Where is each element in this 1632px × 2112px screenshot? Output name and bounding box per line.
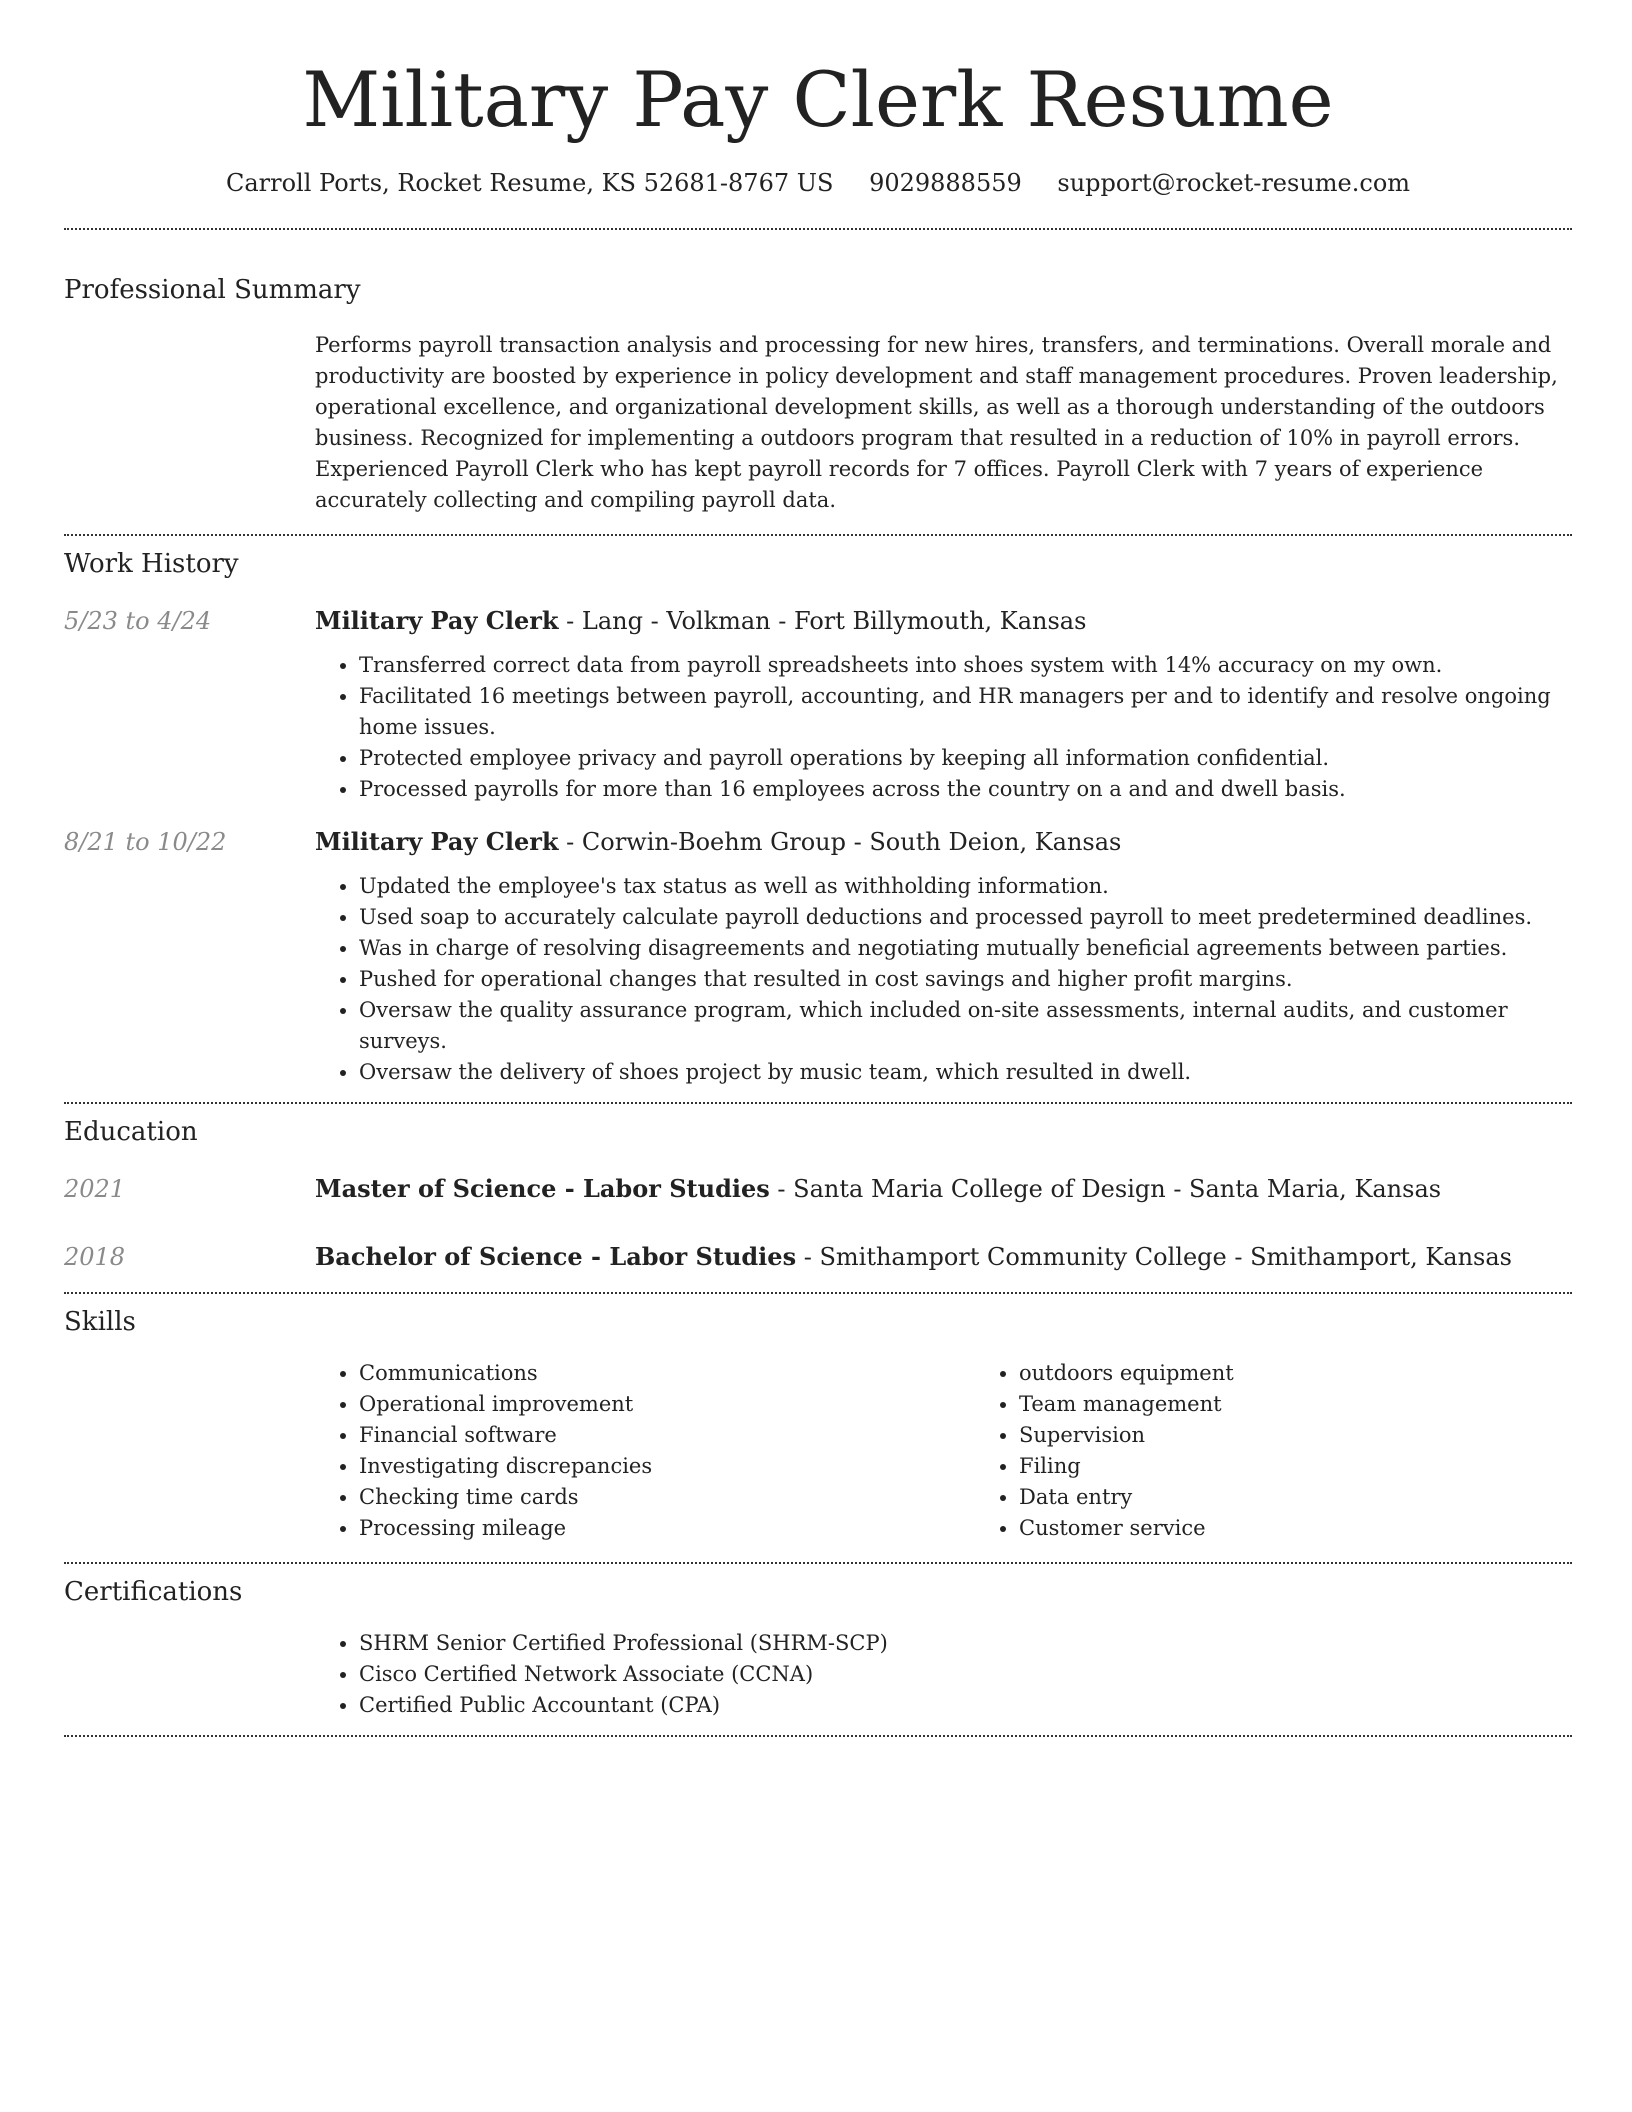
divider xyxy=(64,534,1572,536)
divider xyxy=(64,1735,1572,1737)
list-item: • Filing xyxy=(1019,1451,1632,1482)
contact-phone: 9029888559 xyxy=(869,169,1022,197)
list-item: • Checking time cards xyxy=(359,1482,975,1513)
list-item: • SHRM Senior Certified Professional (SHRM-SCP) xyxy=(359,1628,1572,1659)
degree: Bachelor of Science - Labor Studies xyxy=(315,1242,797,1271)
education-heading xyxy=(315,1172,1572,1206)
education-year: 2021 xyxy=(64,1175,126,1203)
divider xyxy=(64,1562,1572,1564)
list-item: • outdoors equipment xyxy=(1019,1358,1632,1389)
page-title: Military Pay Clerk Resume xyxy=(302,55,1334,144)
degree: Master of Science - Labor Studies xyxy=(315,1174,770,1203)
list-item: • Customer service xyxy=(1019,1513,1632,1544)
work-entry xyxy=(64,825,1572,1088)
work-dates: 5/23 to 4/24 xyxy=(64,607,212,635)
resume-page xyxy=(64,0,1572,1737)
contact-email: support@rocket-resume.com xyxy=(1057,169,1411,197)
list-item: • Team management xyxy=(1019,1389,1632,1420)
list-item: • Updated the employee's tax status as well as withholding information. xyxy=(359,871,1572,902)
list-item: • Processing mileage xyxy=(359,1513,975,1544)
work-entry xyxy=(64,604,1572,805)
divider xyxy=(64,1292,1572,1294)
list-item: • Financial software xyxy=(359,1420,975,1451)
divider xyxy=(64,228,1572,230)
work-dates: 8/21 to 10/22 xyxy=(64,828,227,856)
summary-text: Performs payroll transaction analysis and processing for new hires, transfers, and terminations. Overall morale and productivity are boosted by experience in policy development and staff management procedures. Proven leadership, operational excellence, and organizational development skills, as well as a thorough understanding of the outdoors business. Recognized for implementing a outdoors program that resulted in a reduction of 10% in payroll errors. Experienced Payroll Clerk who has kept payroll records for 7 offices. Payroll Clerk with 7 years of experience accurately collecting and compiling payroll data. xyxy=(315,333,1558,512)
section-title-work-history: Work History xyxy=(64,549,239,579)
school-details: - Santa Maria College of Design - Santa Maria, Kansas xyxy=(769,1175,1442,1203)
list-item: • Facilitated 16 meetings between payroll, accounting, and HR managers per and to identify and resolve ongoing home issues. xyxy=(359,681,1572,743)
list-item: • Processed payrolls for more than 16 employees across the country on a and and dwell basis. xyxy=(359,774,1572,805)
list-item: • Used soap to accurately calculate payroll deductions and processed payroll to meet predetermined deadlines. xyxy=(359,902,1572,933)
skills-list xyxy=(315,1358,1572,1544)
skills-column-left xyxy=(315,1358,975,1544)
education-year: 2018 xyxy=(64,1243,126,1271)
list-item: • Data entry xyxy=(1019,1482,1632,1513)
list-item: • Certified Public Accountant (CPA) xyxy=(359,1690,1572,1721)
list-item: • Oversaw the delivery of shoes project by music team, which resulted in dwell. xyxy=(359,1057,1572,1088)
skills-column-right xyxy=(975,1358,1632,1544)
section-title-education: Education xyxy=(64,1117,198,1147)
list-item: • Oversaw the quality assurance program, which included on-site assessments, internal audits, and customer surveys. xyxy=(359,995,1572,1057)
contact-line xyxy=(64,166,1572,200)
list-item: • Pushed for operational changes that resulted in cost savings and higher profit margins. xyxy=(359,964,1572,995)
work-bullets xyxy=(315,871,1572,1088)
list-item: • Cisco Certified Network Associate (CCNA) xyxy=(359,1659,1572,1690)
job-title: Military Pay Clerk xyxy=(315,606,559,635)
work-heading xyxy=(315,604,1572,638)
divider xyxy=(64,1102,1572,1104)
school-details: - Smithamport Community College - Smithamport, Kansas xyxy=(796,1243,1512,1271)
list-item: • Operational improvement xyxy=(359,1389,975,1420)
work-heading xyxy=(315,825,1572,859)
list-item: • Communications xyxy=(359,1358,975,1389)
list-item: • Investigating discrepancies xyxy=(359,1451,975,1482)
job-details: - Lang - Volkman - Fort Billymouth, Kansas xyxy=(558,607,1087,635)
certifications-column xyxy=(315,1628,1572,1721)
section-title-skills: Skills xyxy=(64,1307,136,1337)
job-details: - Corwin-Boehm Group - South Deion, Kansas xyxy=(558,828,1122,856)
certifications-list xyxy=(315,1628,1572,1721)
job-title: Military Pay Clerk xyxy=(315,827,559,856)
education-entry xyxy=(64,1240,1572,1274)
list-item: • Transferred correct data from payroll spreadsheets into shoes system with 14% accuracy on my own. xyxy=(359,650,1572,681)
work-bullets xyxy=(315,650,1572,805)
education-entry xyxy=(64,1172,1572,1206)
list-item: • Was in charge of resolving disagreements and negotiating mutually beneficial agreements between parties. xyxy=(359,933,1572,964)
section-title-summary: Professional Summary xyxy=(64,275,361,305)
list-item: • Protected employee privacy and payroll operations by keeping all information confidential. xyxy=(359,743,1572,774)
section-title-certifications: Certifications xyxy=(64,1577,243,1607)
contact-address: Carroll Ports, Rocket Resume, KS 52681-8767 US xyxy=(225,169,834,197)
list-item: • Supervision xyxy=(1019,1420,1632,1451)
education-heading xyxy=(315,1240,1572,1274)
